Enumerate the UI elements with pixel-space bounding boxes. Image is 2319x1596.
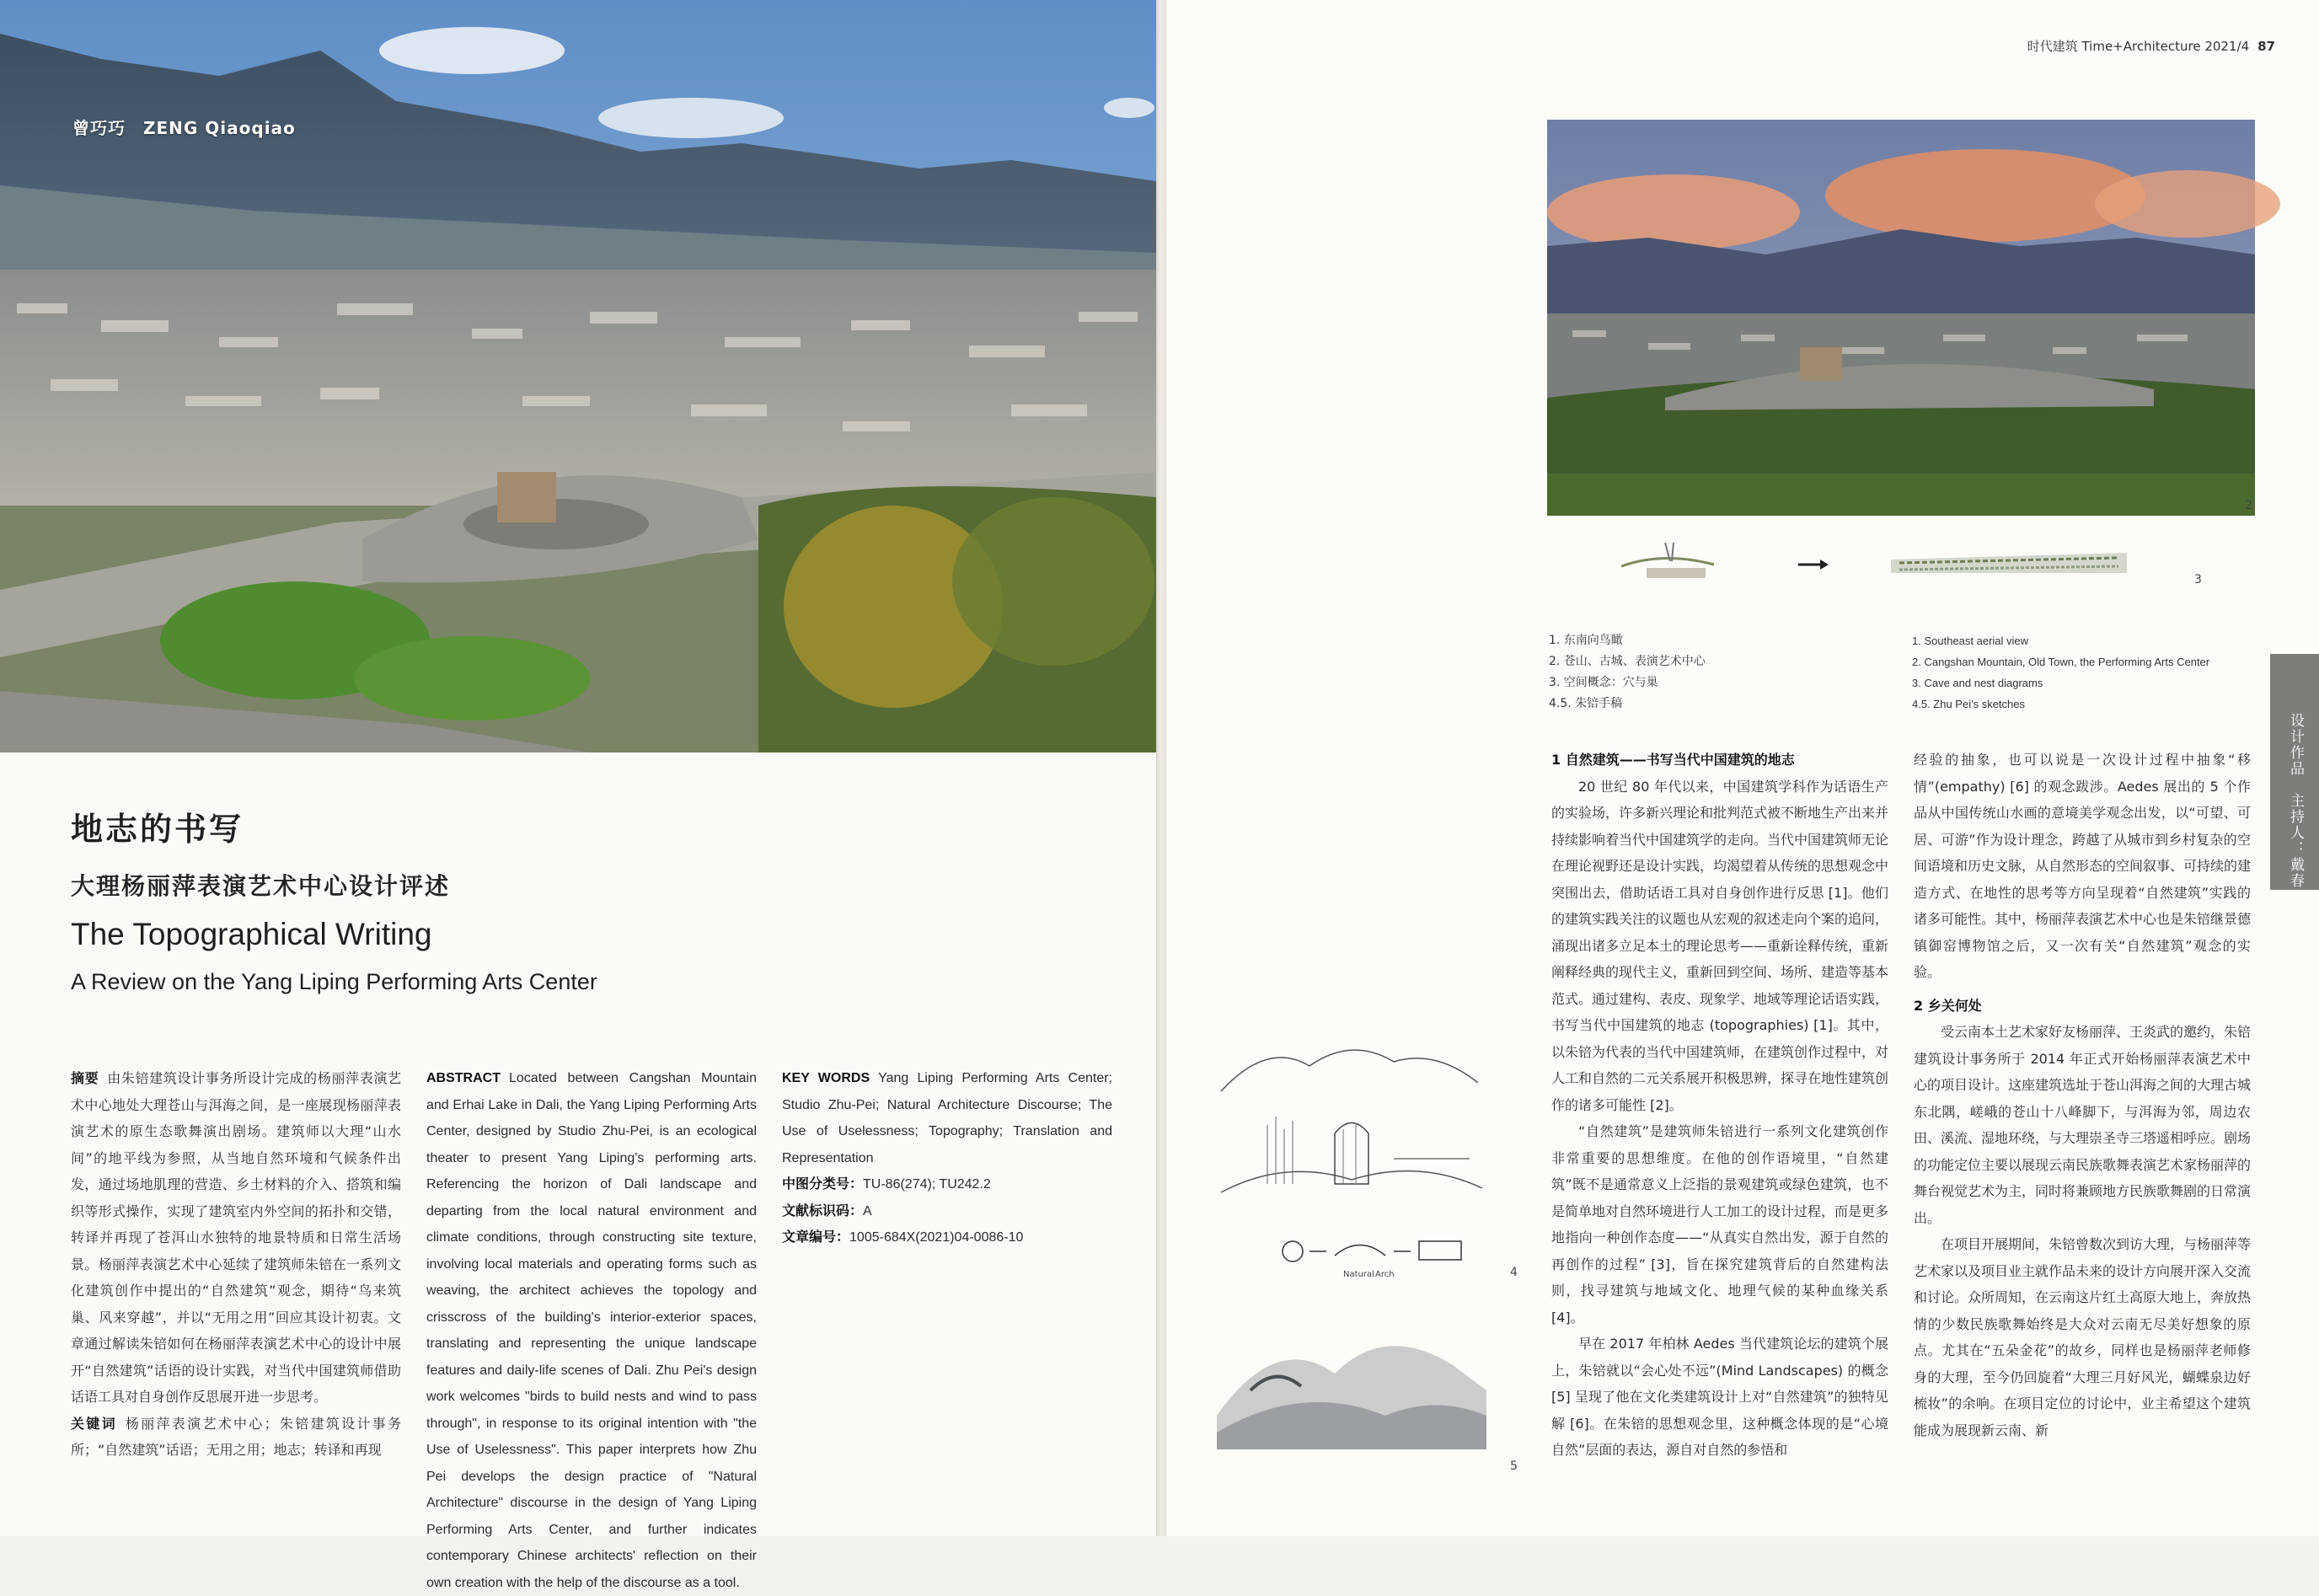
abstract-cn-column — [71, 1065, 401, 1464]
abstract-en-text: Located between Cangshan Mountain and Erhai Lake in Dali, the Yang Liping Performing Arts Center, designed by Studio Zhu-Pei, is an ecological theater to present Yang Liping's performing arts. Referencing the horizon of Dali landscape and departing from the local natural environment and climate conditions, through constructing site texture, involving local materials and operating forms such as weaving, the architect achieves the topology and crisscross of the building's interior-exterior spaces, translating and representing the unique landscape features and daily-life scenes of Dali. Zhu Pei's design work welcomes "birds to build nests and wind to pass through", in response to its original intention with "the Use of Uselessness". This paper interprets how Zhu Pei develops the design practice of "Natural Architecture" discourse in the design of Yang Liping Performing Arts Center, and further indicates contemporary Chinese architects' reflection on their own creation with the help of the discourse as a tool. — [426, 1071, 757, 1590]
landscape-photo — [1547, 120, 2255, 516]
section-2-paragraph: 在项目开展期间，朱锫曾数次到访大理，与杨丽萍等艺术家以及项目业主就作品未来的设计方向展开深入交流和讨论。众所周知，在云南这片红土高原大地上，奔放热情的少数民族歌舞始终是大众对云南无尽美好想象的原点。尤其在“五朵金花”的故乡，同样也是杨丽萍老师修身的大理，至今仍回旋着“大理三月好风光，蝴蝶泉边好梳妆”的余响。在项目定位的讨论中，业主希望这个建筑能成为展现新云南、新 — [1914, 1236, 2252, 1438]
title-cn: 地志的书写 — [71, 811, 244, 848]
sketch-concept-diagram — [1276, 1226, 1478, 1285]
keywords-cn-text: 杨丽萍表演艺术中心；朱锫建筑设计事务所；“自然建筑”话语；无用之用；地志；转译和再现 — [71, 1415, 401, 1458]
left-page — [0, 0, 1156, 1590]
figure-2-number: 2 — [2245, 499, 2252, 512]
abstract-en-label: ABSTRACT — [426, 1071, 501, 1085]
section-1-paragraph: 早在 2017 年柏林 Aedes 当代建筑论坛的建筑个展上，朱锫就以“会心处不远”(Mind Landscapes) 的概念 [5] 呈现了他在文化类建筑设计上对“自然建筑”的独特见解 [6]。在朱锫的思想观念里，这种概念体现的是“心境自然”层面的表达，源自对自然的参悟和 — [1551, 1336, 1888, 1458]
doc-code-value: A — [863, 1203, 872, 1218]
captions-cn — [1549, 630, 1706, 715]
captions-en — [1912, 630, 2209, 715]
body-column-1 — [1551, 747, 1888, 1464]
journal-title: 时代建筑 Time+Architecture 2021/4 — [2027, 39, 2250, 54]
body-column-2 — [1914, 747, 2251, 1443]
section-2-paragraph: 受云南本土艺术家好友杨丽萍、王炎武的邀约，朱锫建筑设计事务所于 2014 年正式开始杨丽萍表演艺术中心的项目设计。这座建筑选址于苍山洱海之间的大理古城东北隅，嵯峨的苍山十八峰脚下，与洱海为邻，周边农田、溪流、湿地环绕，与大理崇圣寺三塔遥相呼应。剧场的功能定位主要以展现云南民族歌舞表演艺术家杨丽萍的舞台视觉艺术为主，同时将兼顾地方民族歌舞剧的日常演出。 — [1914, 1024, 2252, 1226]
title-en: The Topographical Writing — [71, 917, 432, 951]
sketch-label-arch: Arch — [1375, 1270, 1395, 1279]
ink-wash-sketch — [1217, 1315, 1486, 1449]
clc-label: 中图分类号： — [782, 1177, 864, 1192]
article-number-label: 文章编号： — [782, 1230, 850, 1245]
caption-en-item: 2. Cangshan Mountain, Old Town, the Performing Arts Center — [1912, 656, 2210, 668]
caption-en-item: 4.5. Zhu Pei's sketches — [1912, 698, 2025, 710]
subtitle-en: A Review on the Yang Liping Performing Arts Center — [71, 969, 597, 994]
aerial-photo — [0, 0, 1156, 752]
keywords-en-label: KEY WORDS — [782, 1071, 870, 1085]
article-number-value: 1005-684X(2021)04-0086-10 — [849, 1230, 1024, 1245]
sketch-label-natural: Natural — [1343, 1270, 1374, 1279]
page-number: 87 — [2257, 39, 2275, 54]
keywords-cn-label: 关键词 — [71, 1415, 117, 1432]
figure-4-number: 4 — [1510, 1266, 1518, 1279]
side-tab-label: 设计作品 主持人：戴春 — [2287, 713, 2304, 889]
section-1-paragraph: “自然建筑”是建筑师朱锫进行一系列文化建筑创作非常重要的思想维度。在他的创作语境里，“自然建筑”既不是通常意义上泛指的景观建筑或绿色建筑，也不是简单地对自然环境进行人工加工的设计过程，而是更多地指向一种创作态度——“从真实自然出发，源于自然的再创作的过程” [3]，旨在探究建筑背后的自然建构法则，找寻建筑与地域文化、地理气候的某种血缘关系 [4]。 — [1551, 1123, 1889, 1326]
right-page — [1166, 0, 2319, 1536]
abstract-cn-label: 摘要 — [71, 1070, 99, 1086]
caption-en-item: 1. Southeast aerial view — [1912, 635, 2029, 647]
figure-5-number: 5 — [1510, 1459, 1518, 1473]
abstract-cn-text: 由朱锫建筑设计事务所设计完成的杨丽萍表演艺术中心地处大理苍山与洱海之间，是一座展现杨丽萍表演艺术的原生态歌舞演出剧场。建筑师以大理“山水间”的地平线为参照，从当地自然环境和气候条件出发，通过场地肌理的营造、乡土材料的介入、搭筑和编织等形式操作，实现了建筑室内外空间的拓扑和交错，转译并再现了苍洱山水独特的地景特质和日常生活场景。杨丽萍表演艺术中心延续了建筑师朱锫在一系列文化建筑创作中提出的“自然建筑”观念，期待“鸟来筑巢、风来穿越”，并以“无用之用”回应其设计初衷。文章通过解读朱锫如何在杨丽萍表演艺术中心的设计中展开“自然建筑”话语的设计实践，对当代中国建筑师借助话语工具对自身创作反思展开进一步思考。 — [71, 1070, 401, 1405]
section-1-paragraph: 20 世纪 80 年代以来，中国建筑学科作为话语生产的实验场，许多新兴理论和批判范式被不断地生产出来并持续影响着当代中国建筑学的走向。当代中国建筑师无论在理论视野还是设计实践，均渴望着从传统的思想观念中突围出去，借助话语工具对自身创作进行反思 [1]。他们的建筑实践关注的议题也从宏观的叙述走向个案的追问，涌现出诸多立足本土的理论思考——重新诠释传统，重新阐释经典的现代主义，重新回到空间、场所、建造等基本范式。通过建构、表皮、现象学、地域等理论话语实践，书写当代中国建筑的地志 (topographies) [1]。其中，以朱锫为代表的当代中国建筑师，在建筑创作过程中，对人工和自然的二元关系展开积极思辨，探寻在地性建筑创作的诸多可能性 [2]。 — [1551, 778, 1889, 1113]
figure-3-number: 3 — [2194, 573, 2202, 586]
author-byline: 曾巧巧 ZENG Qiaoqiao — [72, 118, 296, 138]
subtitle-cn: 大理杨丽萍表演艺术中心设计评述 — [71, 872, 451, 900]
keywords-en-column — [782, 1065, 1112, 1251]
keywords-en-text: Yang Liping Performing Arts Center; Studio Zhu-Pei; Natural Architecture Discourse; The Use of Uselessness; Topography; Translation and Representation — [782, 1071, 1112, 1165]
caption-en-item: 3. Cave and nest diagrams — [1912, 677, 2043, 689]
section-side-tab — [2270, 654, 2319, 890]
caption-cn-item: 1. 东南向鸟瞰 — [1549, 634, 1623, 647]
doc-code-label: 文献标识码： — [782, 1203, 864, 1218]
running-head — [2027, 37, 2275, 55]
caption-cn-item: 2. 苍山、古城、表演艺术中心 — [1549, 655, 1706, 668]
section-1-heading: 1 自然建筑——书写当代中国建筑的地志 — [1551, 752, 1795, 768]
section-1-paragraph-continued: 经验的抽象，也可以说是一次设计过程中抽象“移情”(empathy) [6] 的观念跋涉。Aedes 展出的 5 个作品从中国传统山水画的意境美学观念出发，以“可望、可居、可游”作为设计理念，跨越了从城市到乡村复杂的空间语境和历史文脉，从自然形态的空间叙事、可持续的建造方式、在地性的思考等方向呈现着“自然建筑”实践的诸多可能性。其中，杨丽萍表演艺术中心也是朱锫继景德镇御窑博物馆之后，又一次有关“自然建筑”观念的实验。 — [1914, 752, 2252, 980]
cave-nest-diagram — [1621, 536, 2194, 595]
spine-gutter — [1156, 0, 1166, 1536]
clc-value: TU-86(274); TU242.2 — [863, 1177, 991, 1192]
caption-cn-item: 4.5. 朱锫手稿 — [1549, 697, 1623, 710]
abstract-en-column — [426, 1065, 757, 1596]
caption-cn-item: 3. 空间概念：穴与巢 — [1549, 676, 1658, 689]
section-2-heading: 2 乡关何处 — [1914, 997, 1982, 1014]
